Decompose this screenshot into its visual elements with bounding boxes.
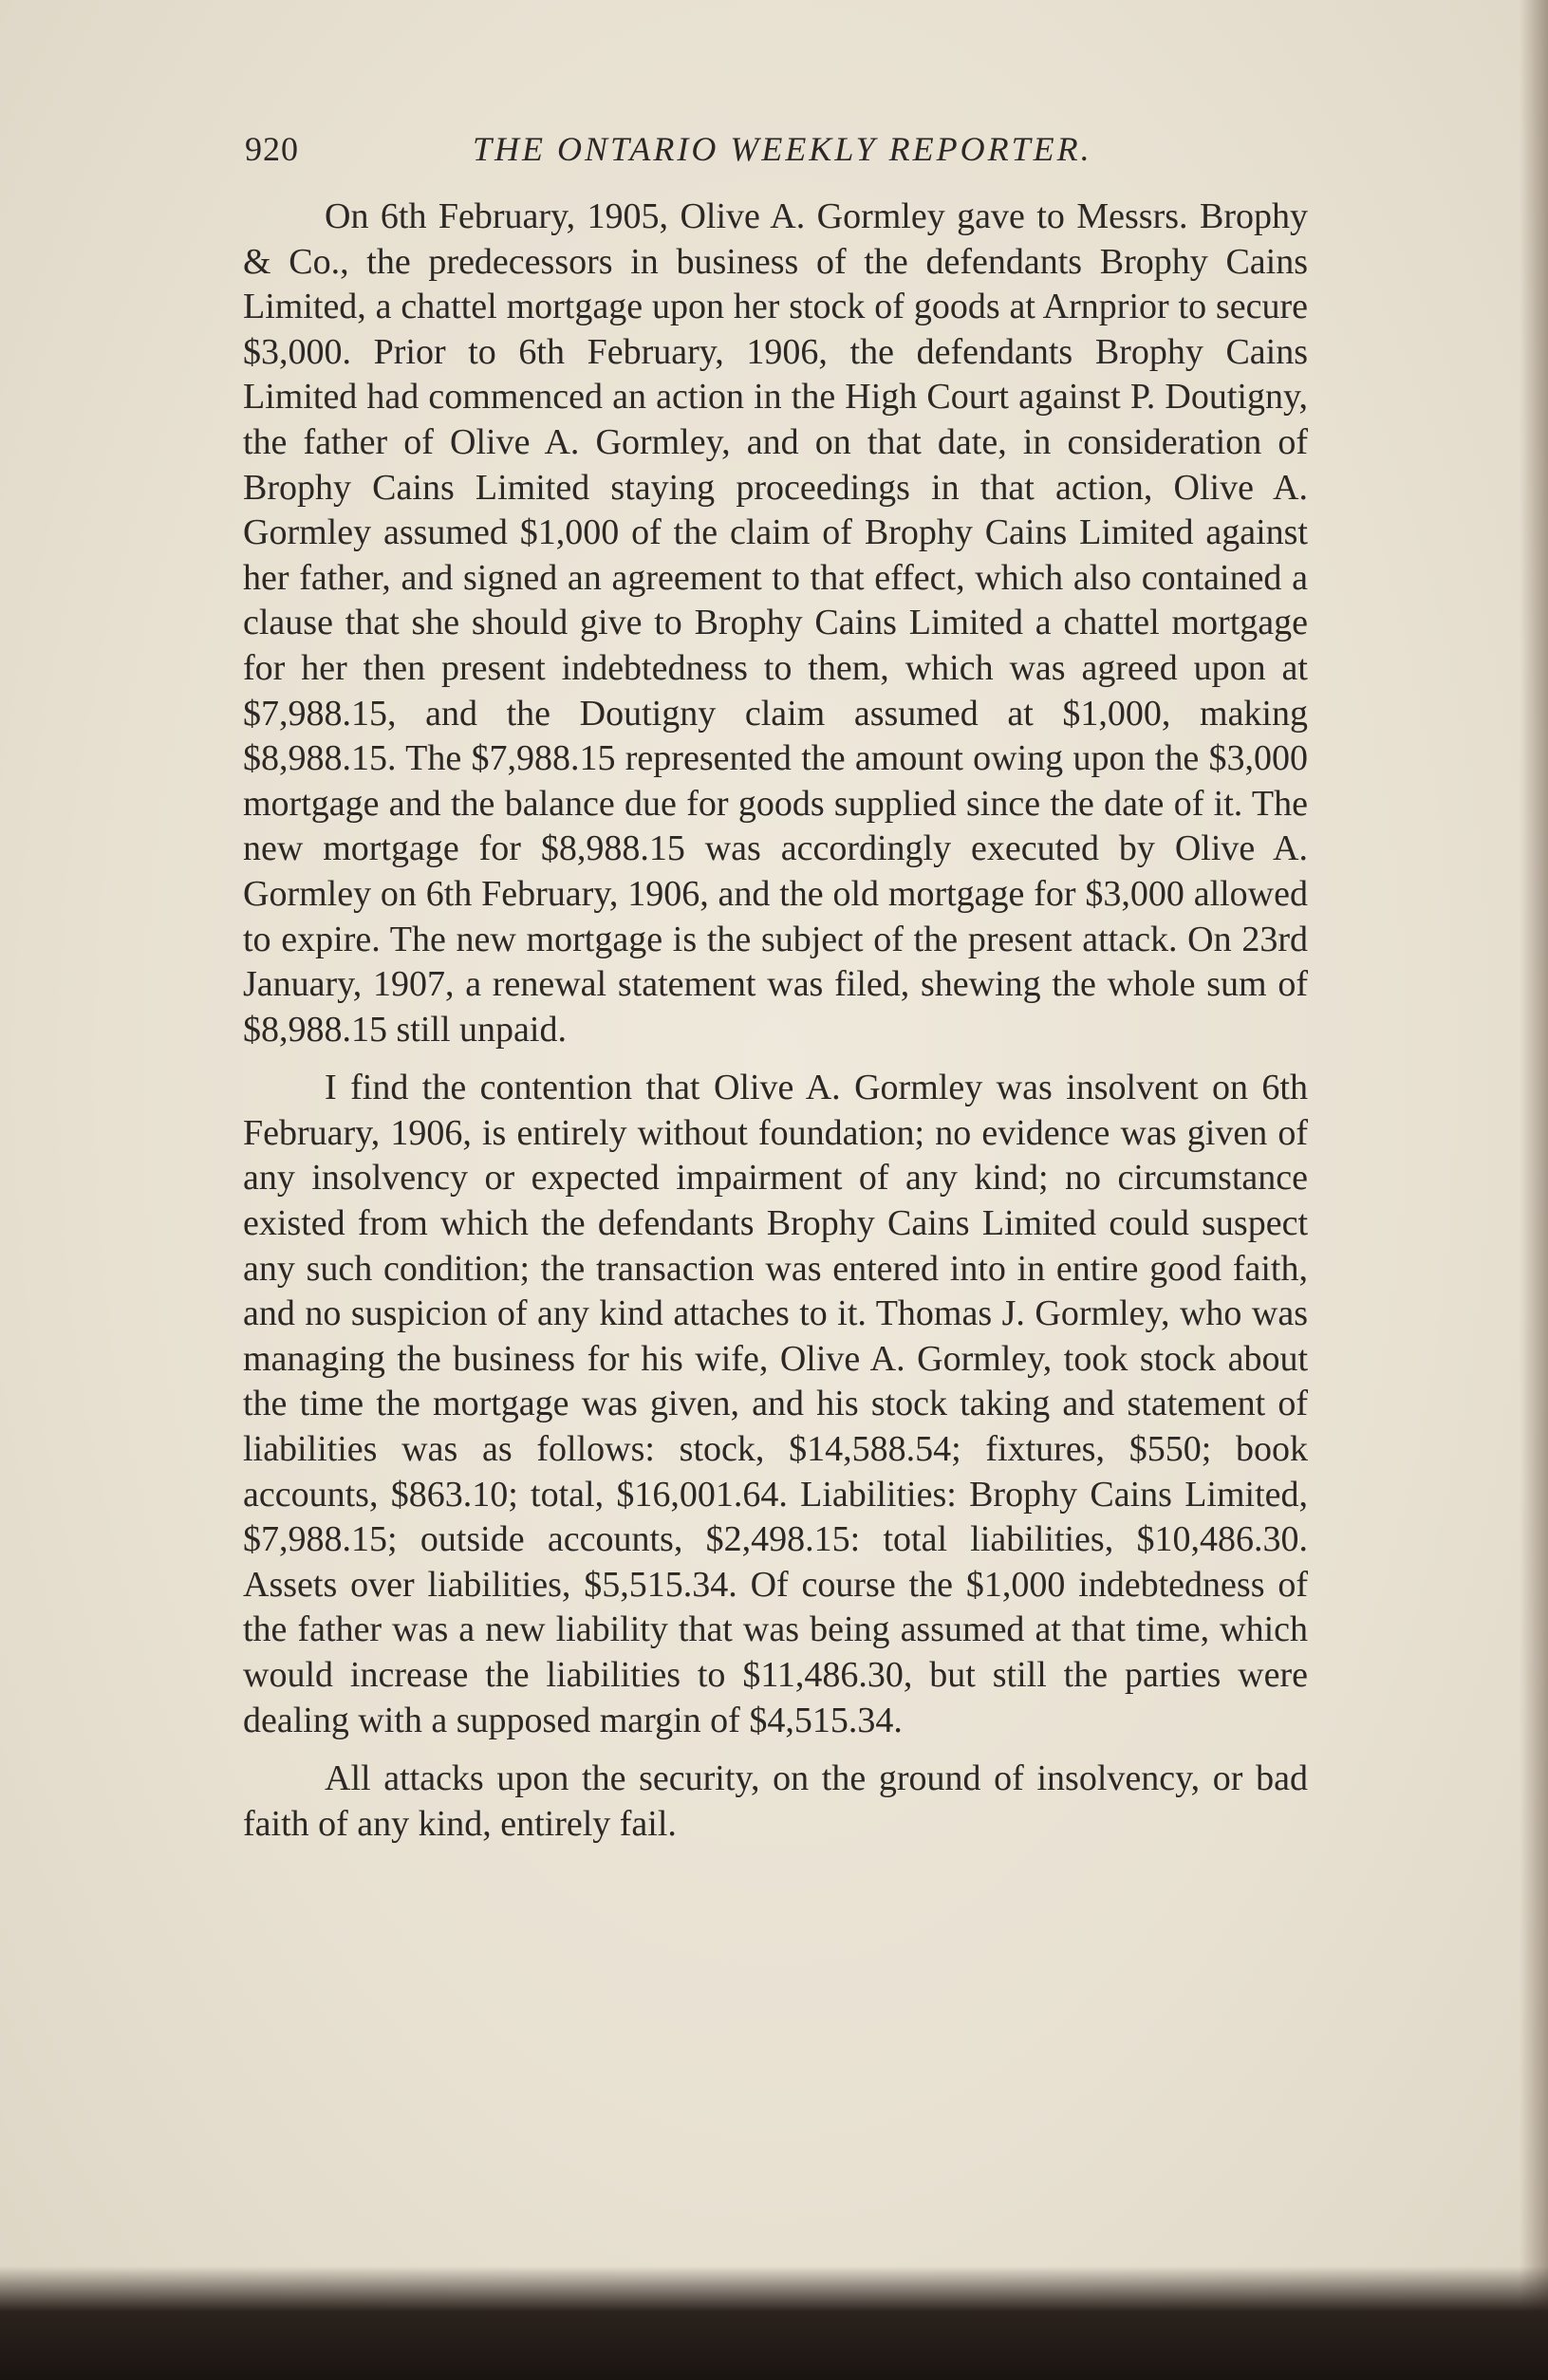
paragraph: On 6th February, 1905, Olive A. Gormley gave to Messrs. Brophy & Co., the predecessors in business of the defendants Brophy Cains Limited, a chattel mortgage upon her stock of goods at Arnprior to secure $3,000. Prior to 6th February, 1906, the defendants Brophy Cains Limited had commenced an action in the High Court against P. Doutigny, the father of Olive A. Gormley, and on that date, in consideration of Brophy Cains Limited staying proceedings in that action, Olive A. Gormley assumed $1,000 of the claim of Brophy Cains Limited against her father, and signed an agreement to that effect, which also contained a clause that she should give to Brophy Cains Limited a chattel mortgage for her then present indebtedness to them, which was agreed upon at $7,988.15, and the Doutigny claim assumed at $1,000, making $8,988.15. The $7,988.15 represented the amount owing upon the $3,000 mortgage and the balance due for goods supplied since the date of it. The new mortgage for $8,988.15 was accordingly executed by Olive A. Gormley on 6th February, 1906, and the old mortgage for $3,000 allowed to expire. The new mortgage is the subject of the present attack. On 23rd January, 1907, a renewal statement was filed, shewing the whole sum of $8,988.15 still unpaid. (243, 196, 1308, 1050)
page-edge-shadow (1520, 0, 1548, 2380)
paragraph: All attacks upon the security, on the ground of insolvency, or bad faith of any kind, entirely fail. (243, 1758, 1308, 1844)
body-text (243, 195, 1308, 1847)
paragraph: I find the contention that Olive A. Gormley was insolvent on 6th February, 1906, is entirely without foundation; no evidence was given of any insolvency or expected impairment of any kind; no circumstance existed from which the defendants Brophy Cains Limited could suspect any such condition; the transaction was entered into in entire good faith, and no suspicion of any kind attaches to it. Thomas J. Gormley, who was managing the business for his wife, Olive A. Gormley, took stock about the time the mortgage was given, and his stock taking and statement of liabilities was as follows: stock, $14,588.54; fixtures, $550; book accounts, $863.10; total, $16,001.64. Liabilities: Brophy Cains Limited, $7,988.15; outside accounts, $2,498.15: total liabilities, $10,486.30. Assets over liabilities, $5,515.34. Of course the $1,000 indebtedness of the father was a new liability that was being assumed at that time, which would increase the liabilities to $11,486.30, but still the parties were dealing with a supposed margin of $4,515.34. (243, 1068, 1308, 1740)
running-head: THE ONTARIO WEEKLY REPORTER. (473, 130, 1092, 168)
page-number: 920 (245, 130, 299, 168)
book-edge-shadow (0, 2266, 1548, 2380)
page-header (245, 129, 1308, 175)
